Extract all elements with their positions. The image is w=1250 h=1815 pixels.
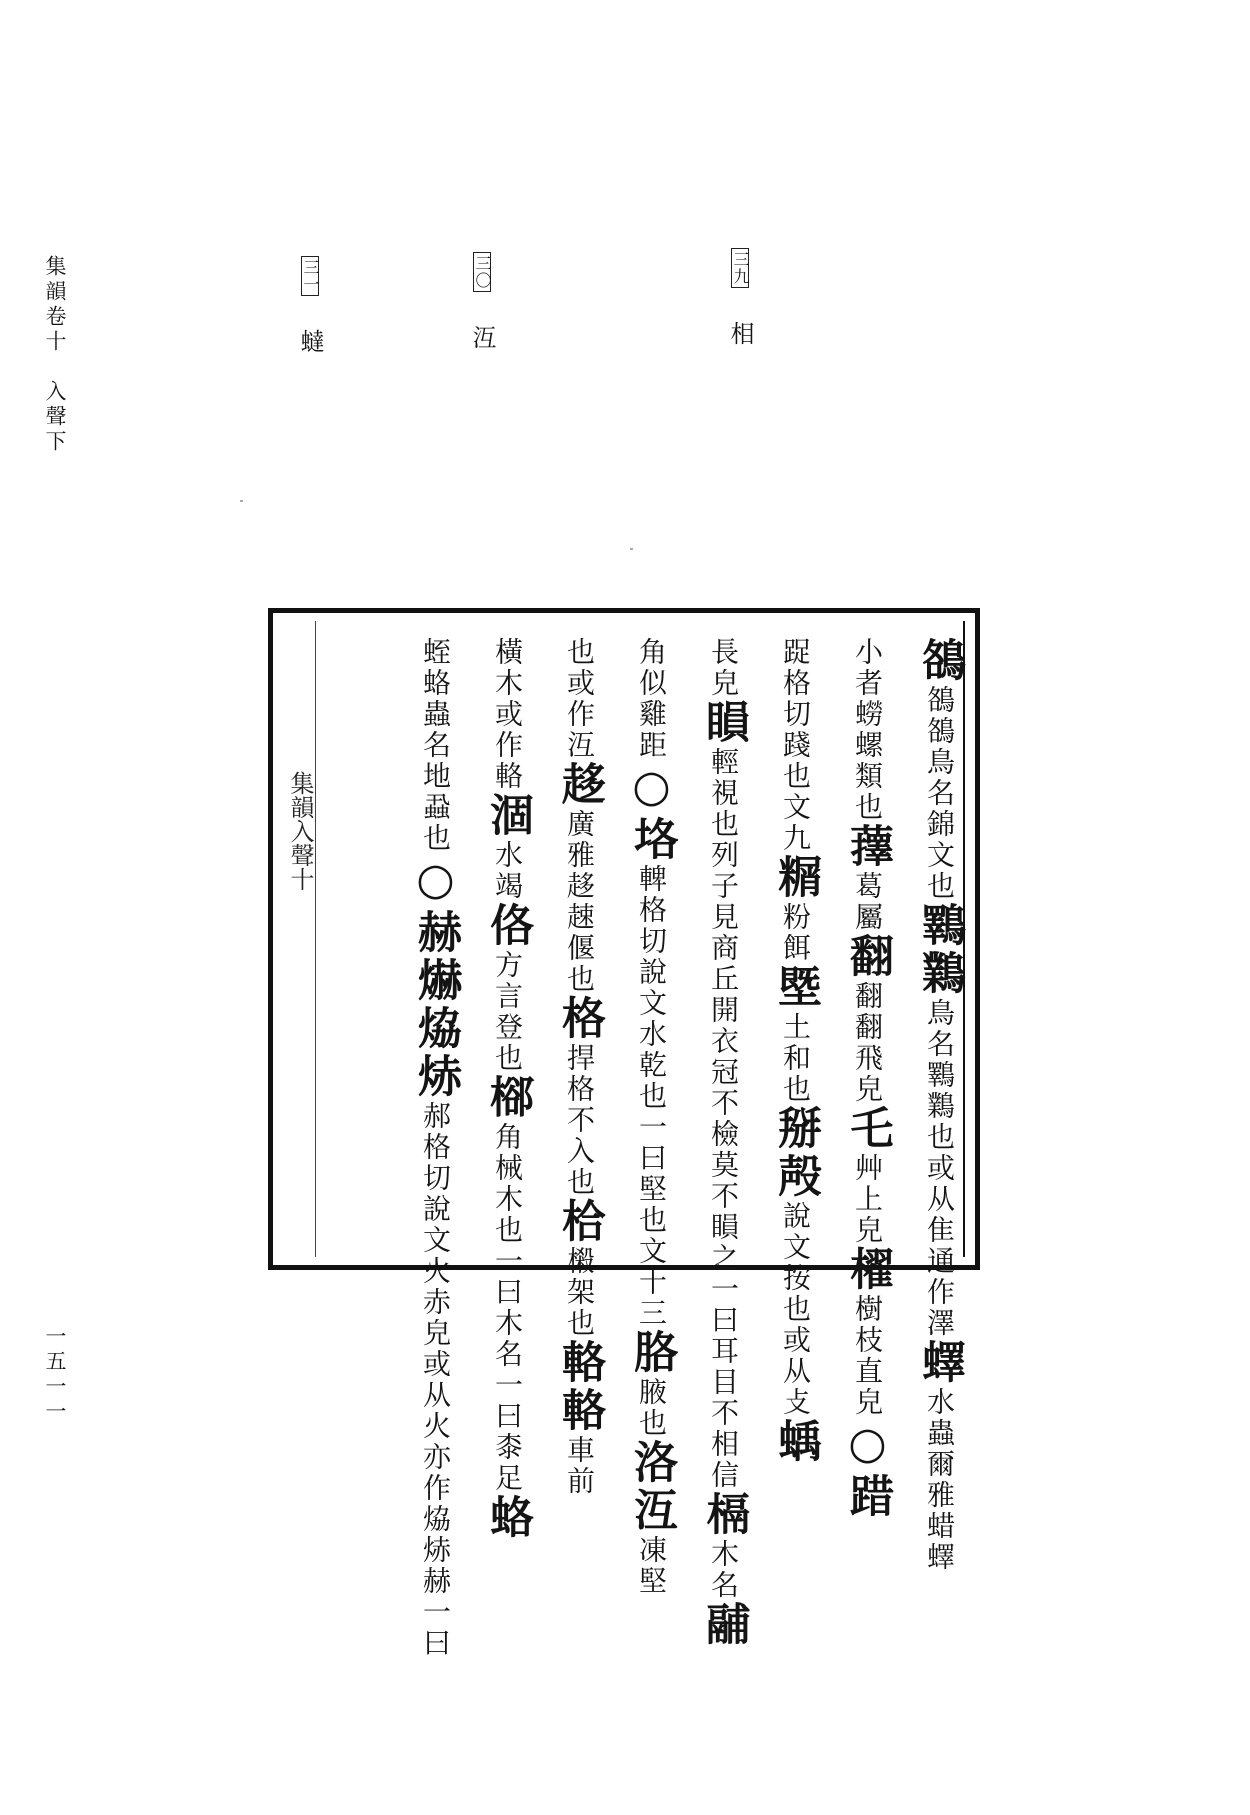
headword: 翻 [842, 933, 893, 981]
gloss: 小者蟧螺類也 [851, 637, 884, 823]
text-column-7 [482, 637, 533, 1542]
gloss: 翻翻飛皃 [851, 981, 884, 1105]
text-column-4 [698, 637, 749, 1649]
editorial-note-30 [470, 252, 494, 352]
gloss: 蛭蛒蟲名地蝨也 [419, 637, 452, 854]
gloss: 艸上皃 [851, 1153, 884, 1246]
text-column-8 [410, 637, 461, 1659]
headword: 糏 [770, 854, 821, 902]
headword: 涸 [482, 792, 533, 840]
note-text: 沍 [468, 325, 496, 352]
running-header: 集韻卷十 入聲下 [43, 255, 67, 455]
gloss: 輕視也列子見商丘開衣冠不檢莫不䁚之一曰耳目不相信 [707, 747, 740, 1491]
headword: 胳 [626, 1329, 677, 1377]
gloss: 方言登也 [491, 950, 524, 1074]
text-column-5 [626, 637, 677, 1597]
headword: 㮝 [482, 1074, 533, 1122]
gloss: 車前 [563, 1435, 596, 1497]
headword: 洛沍 [626, 1439, 677, 1535]
headword: 趍 [554, 761, 605, 809]
note-number: 三〇 [473, 252, 491, 292]
gloss: 䡟格切說文水乾也一曰堅也文十三 [635, 864, 668, 1329]
text-column-6 [554, 637, 605, 1497]
headword: 掰殸 [770, 1105, 821, 1201]
note-text: 相 [726, 321, 754, 348]
headword: 蝺 [770, 1418, 821, 1466]
headword: ○踖 [842, 1418, 893, 1521]
gloss: 腋也 [635, 1377, 668, 1439]
editorial-note-39 [728, 248, 752, 348]
gloss: 廣雅趍趚偃也 [563, 809, 596, 995]
gloss: 說文按也或从攴 [779, 1201, 812, 1418]
gloss: 踀格切踐也文九 [779, 637, 812, 854]
headword: 蛒 [482, 1494, 533, 1542]
headword: 蠌 [914, 1339, 965, 1387]
headword: 鬴 [698, 1601, 749, 1649]
headword: 輅輅 [554, 1339, 605, 1435]
gloss: 也或作沍 [563, 637, 596, 761]
headword: ○垎 [626, 761, 677, 864]
headword: 乇 [842, 1105, 893, 1153]
page-number: 一五一一 [43, 1325, 67, 1425]
headword: 㶸焃 [410, 1005, 461, 1101]
text-column-3 [770, 637, 821, 1466]
headword: 鵅 [914, 637, 965, 685]
note-text: 蟽 [296, 329, 324, 356]
headword: 䁚 [698, 699, 749, 747]
gloss: 木名 [707, 1539, 740, 1601]
headword: 格 [554, 995, 605, 1043]
gloss: 橫木或作輅 [491, 637, 524, 792]
headword: 爀 [410, 957, 461, 1005]
gloss: 鳥名鸅鸈也或从隹通作澤 [923, 998, 956, 1339]
scan-speck [630, 548, 633, 550]
gloss: 水竭 [491, 840, 524, 902]
gutter-running-title: 集韻入聲十 [286, 771, 314, 891]
gloss: 長皃 [707, 637, 740, 699]
gloss: 鵅鵅鳥名錦文也 [923, 685, 956, 902]
headword: 槅 [698, 1491, 749, 1539]
headword: 塈 [770, 964, 821, 1012]
gloss: 捍格不入也 [563, 1043, 596, 1198]
gloss: 土和也 [779, 1012, 812, 1105]
headword: 㭘 [554, 1198, 605, 1246]
headword: 佫 [482, 902, 533, 950]
headword: 鸅鸈 [914, 902, 965, 998]
headword: ○赫 [410, 854, 461, 957]
gloss: 角械木也一曰木名一曰桼足 [491, 1122, 524, 1494]
gloss: 粉餌 [779, 902, 812, 964]
headword: 蘀 [842, 823, 893, 871]
note-number: 三一 [301, 256, 319, 296]
text-panel [268, 608, 980, 1659]
editorial-note-31 [298, 256, 322, 356]
gloss: 水蟲爾雅蜡蠌 [923, 1387, 956, 1573]
panel-gutter [279, 621, 316, 1257]
gloss: 樹枝直皃 [851, 1294, 884, 1418]
text-column-2 [842, 637, 893, 1521]
gloss: 角似雞距 [635, 637, 668, 761]
text-column-1 [914, 637, 965, 1573]
panel-inner-frame [279, 621, 965, 1659]
gloss: 凍堅 [635, 1535, 668, 1597]
headword: 櫂 [842, 1246, 893, 1294]
note-number: 三九 [731, 248, 749, 288]
gloss: 葛屬 [851, 871, 884, 933]
gloss: 樧架也 [563, 1246, 596, 1339]
scan-speck [240, 500, 243, 502]
gloss: 郝格切說文火赤皃或从火亦作㶸焃赫一曰 [419, 1101, 452, 1659]
